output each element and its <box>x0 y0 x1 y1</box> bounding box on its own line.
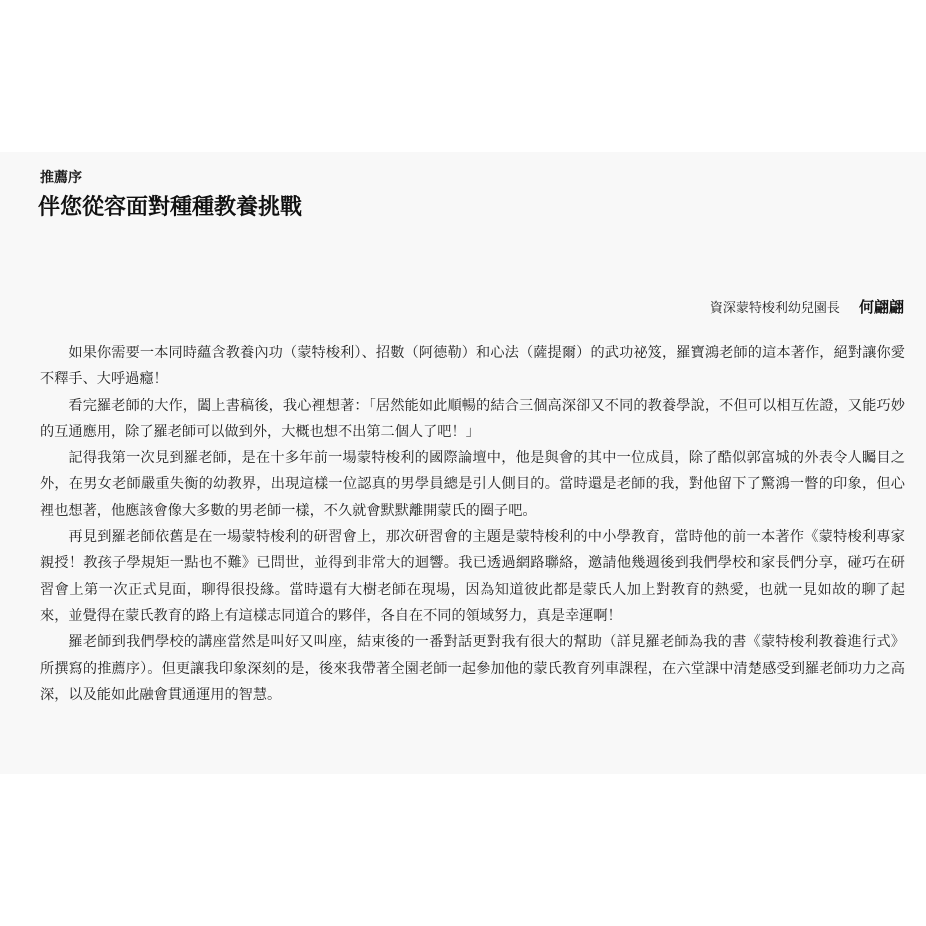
paragraph: 如果你需要一本同時蘊含教養內功（蒙特梭利）、招數（阿德勒）和心法（薩提爾）的武功祕笈，羅寶鴻老師的這本著作，絕對讓你愛不釋手、大呼過癮！ <box>40 345 905 388</box>
section-label: 推薦序 <box>40 170 82 186</box>
author-role: 資深蒙特梭利幼兒園長 <box>709 301 840 316</box>
author-name: 何翩翩 <box>858 298 904 316</box>
document-page <box>0 152 926 774</box>
paragraph: 羅老師到我們學校的講座當然是叫好又叫座，結束後的一番對話更對我有很大的幫助（詳見羅老師為我的書《蒙特梭利教養進行式》所撰寫的推薦序）。但更讓我印象深刻的是，後來我帶著全園老師一起參加他的蒙氏教育列車課程，在六堂課中清楚感受到羅老師功力之高深，以及能如此融會貫通運用的智慧。 <box>40 634 905 703</box>
paragraph: 看完羅老師的大作，闔上書稿後，我心裡想著：「居然能如此順暢的結合三個高深卻又不同的教養學說，不但可以相互佐證，又能巧妙的互通應用，除了羅老師可以做到外，大概也想不出第二個人了吧！」 <box>40 397 905 440</box>
article-body <box>40 340 905 708</box>
article-title: 伴您從容面對種種教養挑戰 <box>38 195 303 220</box>
author-line <box>710 297 904 319</box>
paragraph: 記得我第一次見到羅老師，是在十多年前一場蒙特梭利的國際論壇中，他是與會的其中一位成員，除了酷似郭富城的外表令人矚目之外，在男女老師嚴重失衡的幼教界，出現這樣一位認真的男學員總是引人側目的。當時還是老師的我，對他留下了驚鴻一瞥的印象，但心裡也想著，他應該會像大多數的男老師一樣，不久就會默默離開蒙氏的圈子吧。 <box>40 450 905 519</box>
paragraph: 再見到羅老師依舊是在一場蒙特梭利的研習會上，那次研習會的主題是蒙特梭利的中小學教育，當時他的前一本著作《蒙特梭利專家親授！教孩子學規矩一點也不難》已問世，並得到非常大的迴響。我已透過網路聯絡，邀請他幾週後到我們學校和家長們分享，碰巧在研習會上第一次正式見面，聊得很投緣。當時還有大樹老師在現場，因為知道彼此都是蒙氏人加上對教育的熱愛，也就一見如故的聊了起來，並覺得在蒙氏教育的路上有這樣志同道合的夥伴，各自在不同的領域努力，真是幸運啊！ <box>40 529 905 624</box>
